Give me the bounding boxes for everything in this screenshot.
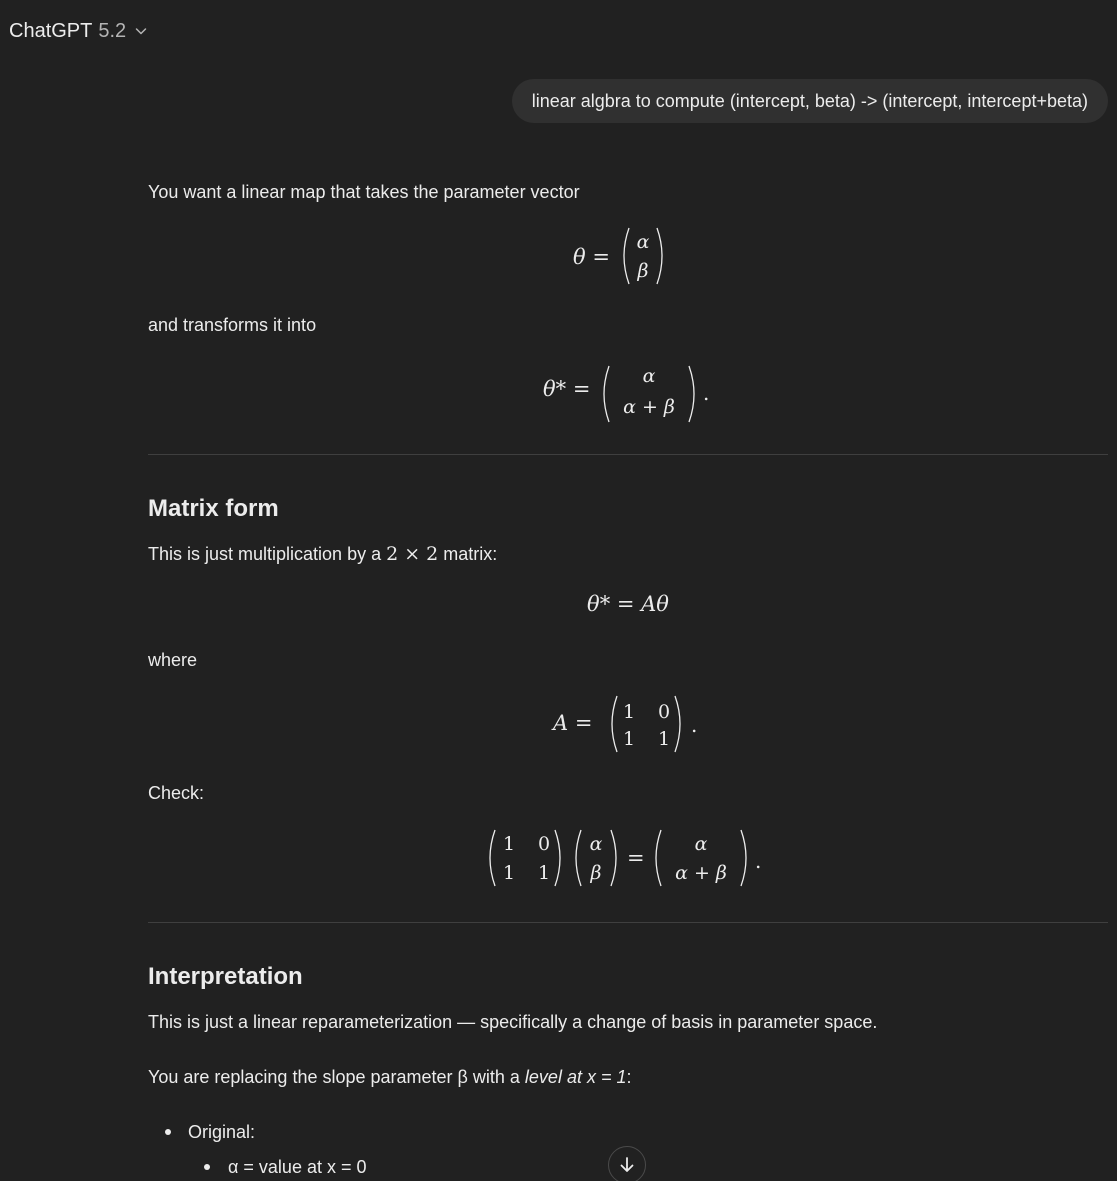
eq5-equals: = [627, 846, 645, 870]
list-item-original: Original: [188, 1122, 256, 1142]
paragraph-check: Check: [148, 783, 205, 803]
paragraph-matrix [148, 541, 497, 567]
paragraph-interpretation: This is just a linear reparameterization — specifically a change of basis in parameter space. [148, 1012, 878, 1032]
arrow-down-icon [617, 1155, 637, 1175]
eq5-r-top: α [694, 833, 708, 855]
app-name: ChatGPT [9, 20, 93, 42]
heading-matrix-form: Matrix form [148, 495, 279, 522]
eq2-right-paren [689, 366, 694, 422]
divider-2 [148, 922, 1108, 923]
equation-a-theta: θ* = Aθ [587, 592, 669, 616]
list-item-alpha: α = value at x = 0 [228, 1157, 367, 1177]
bullet-dot [204, 1164, 210, 1170]
eq1-lhs: θ = [573, 245, 610, 269]
eq1-bottom: β [637, 260, 649, 282]
bullet-list [148, 1119, 367, 1180]
paragraph-transform: and transforms it into [148, 315, 317, 335]
heading-interpretation: Interpretation [148, 963, 303, 990]
eq2-punct: . [703, 381, 710, 405]
eq5-m11: 1 [502, 833, 516, 855]
list-item [148, 1119, 367, 1145]
eq4-m22: 1 [657, 728, 671, 750]
matrix-text-before: This is just multiplication by a [148, 544, 387, 564]
scroll-down-button[interactable] [608, 1146, 646, 1181]
eq5-right-paren-3 [741, 830, 746, 886]
eq2-bottom: α + β [623, 396, 675, 418]
eq5-right-paren-2 [611, 830, 616, 886]
list-item-nested [148, 1154, 367, 1180]
eq1-right-paren [657, 228, 662, 284]
replace-emphasis: level at x = 1 [524, 1067, 627, 1087]
eq4-left-paren [612, 696, 617, 752]
equation-theta [148, 224, 1108, 288]
eq5-right-paren-1 [555, 830, 560, 886]
eq5-m12: 0 [537, 833, 551, 855]
eq4-m11: 1 [622, 701, 636, 723]
eq1-top: α [636, 231, 650, 253]
eq5-m21: 1 [502, 862, 516, 884]
eq2-left-paren [604, 366, 609, 422]
eq5-left-paren-2 [576, 830, 581, 886]
divider-1 [148, 454, 1108, 455]
user-message-text: linear algbra to compute (intercept, beta) -> (intercept, intercept+beta) [531, 91, 1088, 111]
equation-matrix-a [148, 692, 1108, 756]
user-message-bubble [512, 79, 1108, 123]
eq4-lhs: A = [553, 711, 593, 735]
eq5-m22: 1 [537, 862, 551, 884]
eq5-r-bottom: α + β [675, 862, 727, 884]
eq1-left-paren [624, 228, 629, 284]
eq4-m21: 1 [622, 728, 636, 750]
eq5-left-paren-1 [490, 830, 495, 886]
replace-text-before: You are replacing the slope parameter β with a [148, 1067, 525, 1087]
model-version: 5.2 [98, 20, 127, 42]
matrix-dim-math: 2 × 2 [386, 543, 439, 565]
paragraph-where: where [148, 650, 198, 670]
eq5-v-bottom: β [590, 862, 602, 884]
bullet-dot [165, 1129, 171, 1135]
model-selector[interactable] [9, 18, 148, 44]
eq4-m12: 0 [657, 701, 671, 723]
eq5-punct: . [755, 849, 762, 873]
paragraph-intro: You want a linear map that takes the parameter vector [148, 182, 580, 202]
replace-text-after: : [626, 1067, 632, 1087]
eq5-left-paren-3 [656, 830, 661, 886]
paragraph-replace [148, 1064, 632, 1090]
eq2-lhs: θ* = [543, 377, 591, 401]
equation-check [148, 824, 1108, 890]
chevron-down-icon [134, 24, 148, 38]
eq2-top: α [642, 365, 656, 387]
eq4-punct: . [691, 713, 698, 737]
eq4-right-paren [675, 696, 680, 752]
eq5-v-top: α [589, 833, 603, 855]
equation-theta-star [148, 360, 1108, 426]
matrix-text-after: matrix: [438, 544, 498, 564]
